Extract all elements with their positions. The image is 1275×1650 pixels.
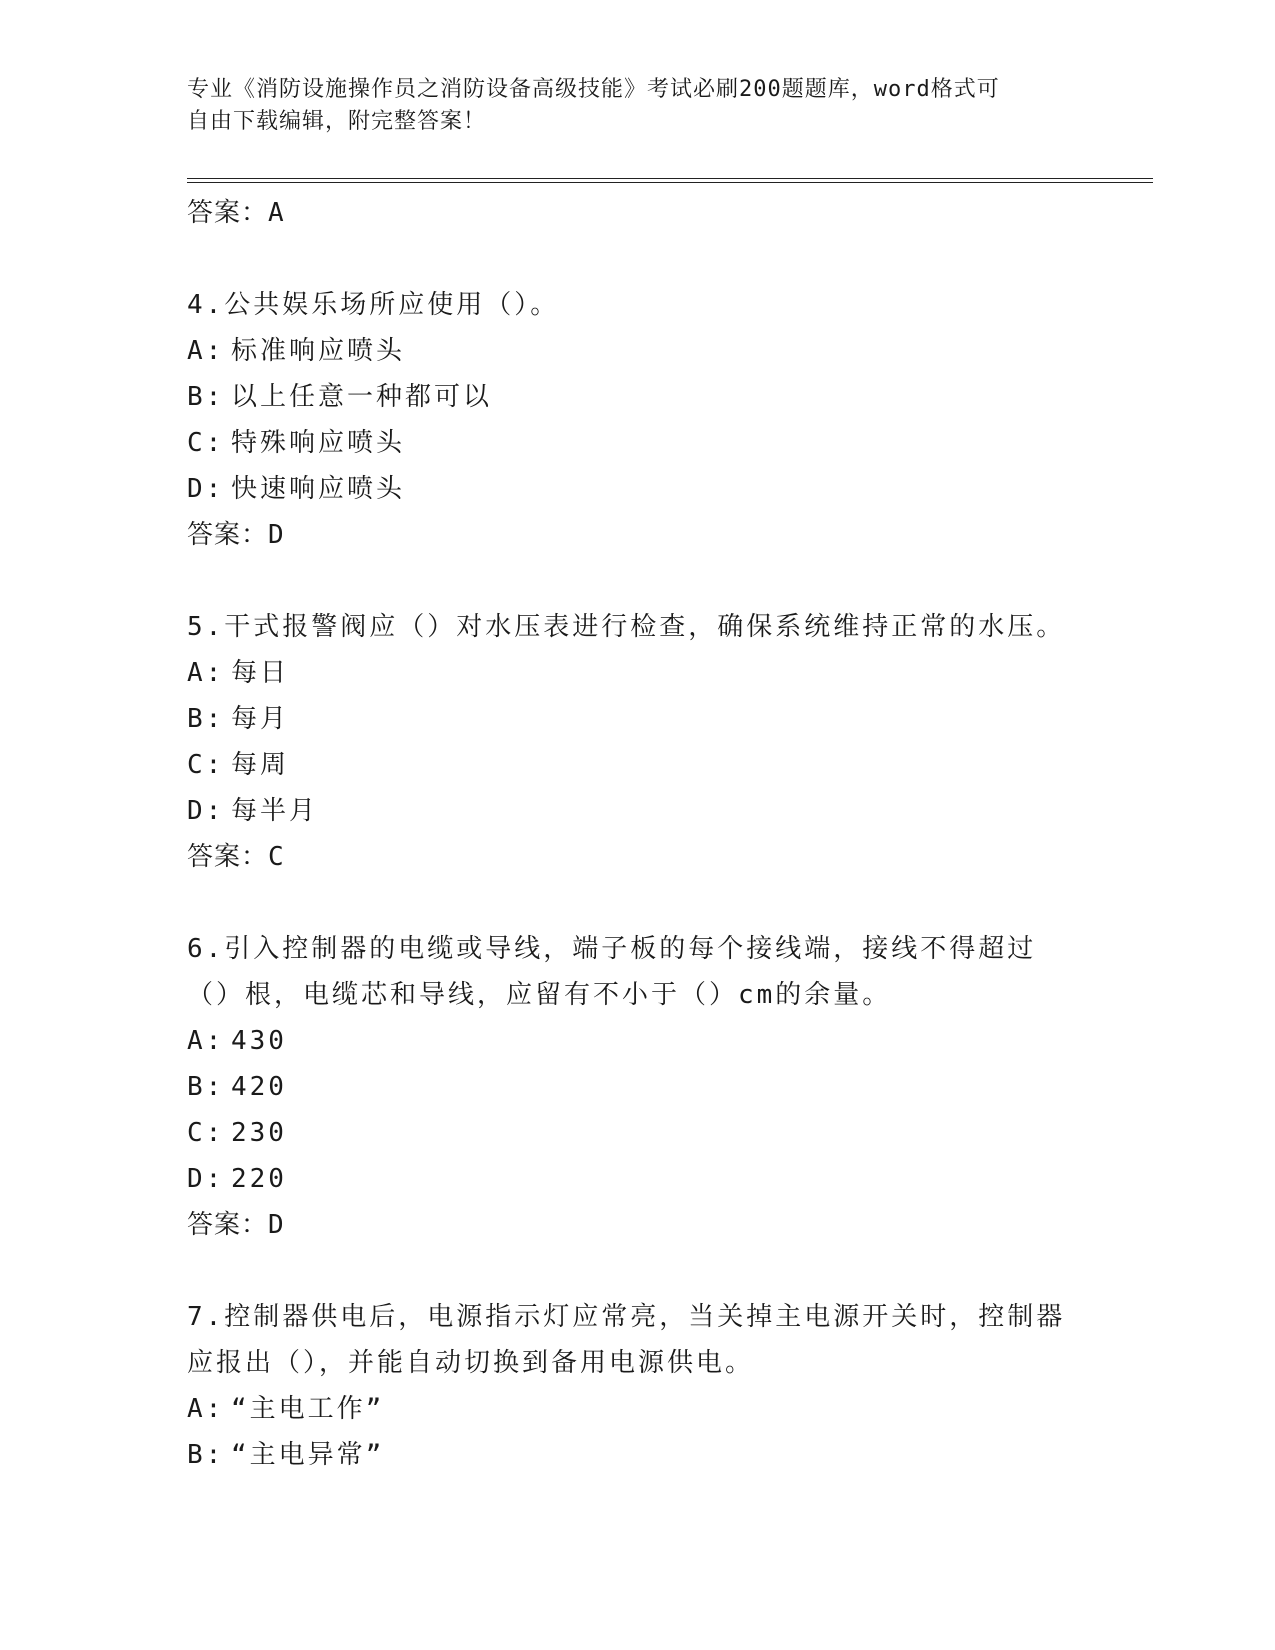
header-rule-top <box>187 178 1153 179</box>
spacer <box>187 880 1067 926</box>
option-text: 特殊响应喷头 <box>231 428 406 458</box>
answer-line: 答案：C <box>187 842 285 872</box>
header-rule-bottom <box>187 182 1153 183</box>
option-d <box>187 788 1067 834</box>
option-a <box>187 1386 1067 1432</box>
option-a <box>187 650 1067 696</box>
option-letter: D: <box>187 474 225 504</box>
option-text: 每半月 <box>231 796 319 826</box>
question-block <box>187 1294 1067 1478</box>
question-text: 5.干式报警阀应（）对水压表进行检查，确保系统维持正常的水压。 <box>187 612 1066 642</box>
option-letter: A: <box>187 1394 225 1424</box>
option-letter: A: <box>187 658 225 688</box>
option-letter: B: <box>187 382 225 412</box>
question-block <box>187 926 1067 1248</box>
answer-line: 答案：D <box>187 1210 285 1240</box>
answer-line: 答案：D <box>187 520 285 550</box>
option-letter: B: <box>187 1072 225 1102</box>
question-block <box>187 604 1067 880</box>
option-text: 230 <box>231 1118 287 1148</box>
answer-line: 答案：A <box>187 198 285 228</box>
option-text: 430 <box>231 1026 287 1056</box>
option-letter: D: <box>187 796 225 826</box>
option-letter: A: <box>187 1026 225 1056</box>
option-c <box>187 420 1067 466</box>
option-letter: C: <box>187 1118 225 1148</box>
option-text: 420 <box>231 1072 287 1102</box>
option-text: 标准响应喷头 <box>231 336 406 366</box>
question-text: 7.控制器供电后，电源指示灯应常亮，当关掉主电源开关时，控制器应报出（），并能自动切换到备用电源供电。 <box>187 1302 1066 1378</box>
option-letter: B: <box>187 1440 225 1470</box>
option-b <box>187 696 1067 742</box>
option-text: 每周 <box>231 750 290 780</box>
spacer <box>187 1248 1067 1294</box>
option-text: 每月 <box>231 704 290 734</box>
option-d <box>187 466 1067 512</box>
option-letter: B: <box>187 704 225 734</box>
option-b <box>187 1064 1067 1110</box>
option-text: 每日 <box>231 658 290 688</box>
spacer <box>187 236 1067 282</box>
header-line-1: 专业《消防设施操作员之消防设备高级技能》考试必刷200题题库，word格式可 <box>187 77 1000 102</box>
header-line-2: 自由下载编辑，附完整答案！ <box>187 109 487 134</box>
option-letter: C: <box>187 750 225 780</box>
option-b <box>187 374 1067 420</box>
option-text: “主电工作” <box>231 1394 385 1424</box>
option-b <box>187 1432 1067 1478</box>
option-letter: C: <box>187 428 225 458</box>
question-list <box>187 190 1067 1478</box>
option-text: “主电异常” <box>231 1440 385 1470</box>
question-block <box>187 282 1067 558</box>
option-text: 以上任意一种都可以 <box>231 382 493 412</box>
question-text: 4.公共娱乐场所应使用（）。 <box>187 290 560 320</box>
question-text: 6.引入控制器的电缆或导线，端子板的每个接线端，接线不得超过（）根，电缆芯和导线，应留有不小于（）cm的余量。 <box>187 934 1037 1010</box>
option-letter: D: <box>187 1164 225 1194</box>
option-c <box>187 742 1067 788</box>
option-a <box>187 328 1067 374</box>
option-text: 220 <box>231 1164 287 1194</box>
option-letter: A: <box>187 336 225 366</box>
spacer <box>187 558 1067 604</box>
option-d <box>187 1156 1067 1202</box>
document-header <box>187 74 1087 138</box>
option-a <box>187 1018 1067 1064</box>
option-text: 快速响应喷头 <box>231 474 406 504</box>
option-c <box>187 1110 1067 1156</box>
